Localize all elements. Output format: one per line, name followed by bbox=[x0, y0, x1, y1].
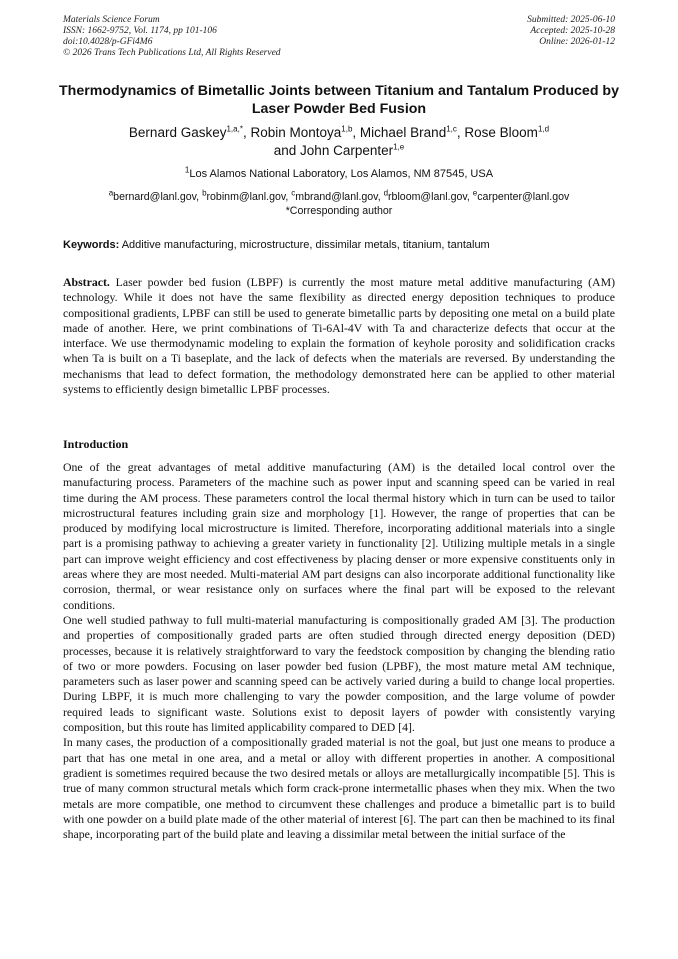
author-affil-mark: 1,e bbox=[393, 142, 405, 152]
accepted-date: Accepted: 2025-10-28 bbox=[530, 26, 615, 36]
affiliation-mark: 1 bbox=[184, 165, 190, 175]
body-paragraph: In many cases, the production of a compositionally graded material is not the goal, but just one means to produce a part that has one metal in one area, and a metal or alloy with different properties in another. A compositional gradient is sometimes required because the two desired metals or alloys are metallurgically incompatible [5]. This is true of many common structural metals which form crack-prone intermetallic phases when they mix. When the two metals are more compatible, one method to circumvent these challenges and produce a bimetallic part is to build with one powder on a build plate made of the other material of interest [6]. The part can then be machined to its final shape, incorporating part of the build plate and leaving a dissimilar metal between the initial surface of the bbox=[63, 735, 615, 842]
keywords bbox=[63, 238, 615, 252]
author-name: Rose Bloom bbox=[464, 125, 538, 140]
author-affil-mark: 1,a,* bbox=[226, 124, 243, 134]
author-list bbox=[40, 124, 638, 160]
journal-name: Materials Science Forum bbox=[63, 15, 160, 25]
email-mark: d bbox=[383, 188, 389, 198]
online-date: Online: 2026-01-12 bbox=[539, 37, 615, 47]
dates-header bbox=[527, 15, 615, 48]
email-mark: c bbox=[291, 188, 296, 198]
author-separator: , bbox=[242, 125, 251, 140]
keywords-label: Keywords: bbox=[63, 239, 120, 251]
author-name: Bernard Gaskey bbox=[128, 125, 227, 140]
author-name: Robin Montoya bbox=[250, 125, 342, 140]
author-separator: , bbox=[456, 125, 465, 140]
submitted-date: Submitted: 2025-06-10 bbox=[527, 15, 615, 25]
paper-title: Thermodynamics of Bimetallic Joints between Titanium and Tantalum Produced by Laser Powder Bed Fusion bbox=[59, 83, 619, 117]
copyright-line: © 2026 Trans Tech Publications Ltd, All Rights Reserved bbox=[63, 48, 281, 58]
author-separator: and bbox=[273, 143, 301, 158]
affiliation-text: Los Alamos National Laboratory, Los Alamos, NM 87545, USA bbox=[189, 168, 494, 180]
author-affil-mark: 1,b bbox=[341, 124, 353, 134]
email-link[interactable]: robinm@lanl.gov bbox=[206, 191, 286, 203]
email-mark: a bbox=[108, 188, 114, 198]
email-link[interactable]: carpenter@lanl.gov bbox=[477, 191, 570, 203]
issn-line: ISSN: 1662-9752, Vol. 1174, pp 101-106 bbox=[63, 26, 217, 36]
keywords-text: Additive manufacturing, microstructure, dissimilar metals, titanium, tantalum bbox=[121, 239, 490, 251]
body-paragraph: One well studied pathway to full multi-material manufacturing is compositionally graded AM [3]. The production and properties of compositionally graded parts are often studied through directed energy deposition (DED) processes, because it is relatively straightforward to vary the feedstock composition by changing the blending ratio of two or more powders. Focusing on laser powder bed fusion (LPBF), the most mature metal AM technique, parameters such as laser power and scanning speed can be actively varied during a build to change local properties. During LBPF, it is much more challenging to vary the powder composition, and the large volume of powder required leads to significant waste. Solutions exist to deposit layers of powder with consistently varying composition, but this route has limited applicability compared to DED [4]. bbox=[63, 612, 615, 735]
author-affil-mark: 1,c bbox=[446, 124, 457, 134]
email-mark: e bbox=[472, 188, 478, 198]
abstract-label: Abstract. bbox=[63, 275, 110, 289]
email-link[interactable]: bernard@lanl.gov bbox=[113, 191, 197, 203]
author-name: John Carpenter bbox=[300, 143, 394, 158]
doi-line[interactable]: doi:10.4028/p-GFi4M6 bbox=[63, 37, 153, 47]
introduction-body bbox=[63, 460, 615, 842]
author-name: Michael Brand bbox=[359, 125, 447, 140]
author-separator: , bbox=[352, 125, 360, 140]
email-mark: b bbox=[202, 188, 207, 198]
email-link[interactable]: rbloom@lanl.gov bbox=[388, 191, 467, 203]
affiliation bbox=[40, 167, 638, 181]
journal-header bbox=[63, 15, 281, 59]
email-link[interactable]: mbrand@lanl.gov bbox=[295, 191, 378, 203]
email-list: $^a$bernard@lanl.gov, $^b$robinm@lanl.gov, $^c$mbrand@lanl.gov, $^d$rbloom@lanl.gov, $^e$carpenter@lanl.gov bbox=[108, 188, 570, 203]
abstract bbox=[63, 275, 615, 397]
body-paragraph: One of the great advantages of metal additive manufacturing (AM) is the detailed local control over the manufacturing process. Parameters of the machine such as power input and scanning speed can be varied in real time during the AM process. These parameters control the local thermal history which in turn can be used to tailor microstructural features including grain size and morphology [1]. However, the range of properties that can be produced by modifying local microstructure is limited. Therefore, incorporating additional materials into a single part is a promising pathway to achieving a greater variety in functionality [2]. Utilizing multiple metals in a single part can improve weight efficiency and cost effectiveness by placing denser or more expensive constituents only in areas where they are most needed. Multi-material AM part designs can also incorporate additional functionality like corrosion, thermal, or wear resistance only on surfaces where the final part will be exposed to the relevant conditions. bbox=[63, 460, 615, 612]
author-affil-mark: 1,d bbox=[537, 124, 550, 134]
section-heading-introduction: Introduction bbox=[63, 437, 129, 451]
abstract-text: Laser powder bed fusion (LBPF) is currently the most mature metal additive manufacturing (AM) technology. While it does not have the same flexibility as directed energy deposition techniques to produce compositional gradients, LPBF can still be used to generate bimetallic parts by depositing one metal on a build plate made of another. Here, we print combinations of Ti-6Al-4V with Ta and characterize defects that occur at the interface. We use thermodynamic modeling to explain the formation of keyhole porosity and solidification cracks when Ta is built on a Ti baseplate, and the lack of defects when the materials are reversed. By understanding the mechanisms that lead to defect formation, the methodology demonstrated here can be applied to other material systems to efficiently design bimetallic LPBF processes. bbox=[63, 275, 615, 397]
corresponding-author-note: *Corresponding author bbox=[285, 205, 393, 217]
